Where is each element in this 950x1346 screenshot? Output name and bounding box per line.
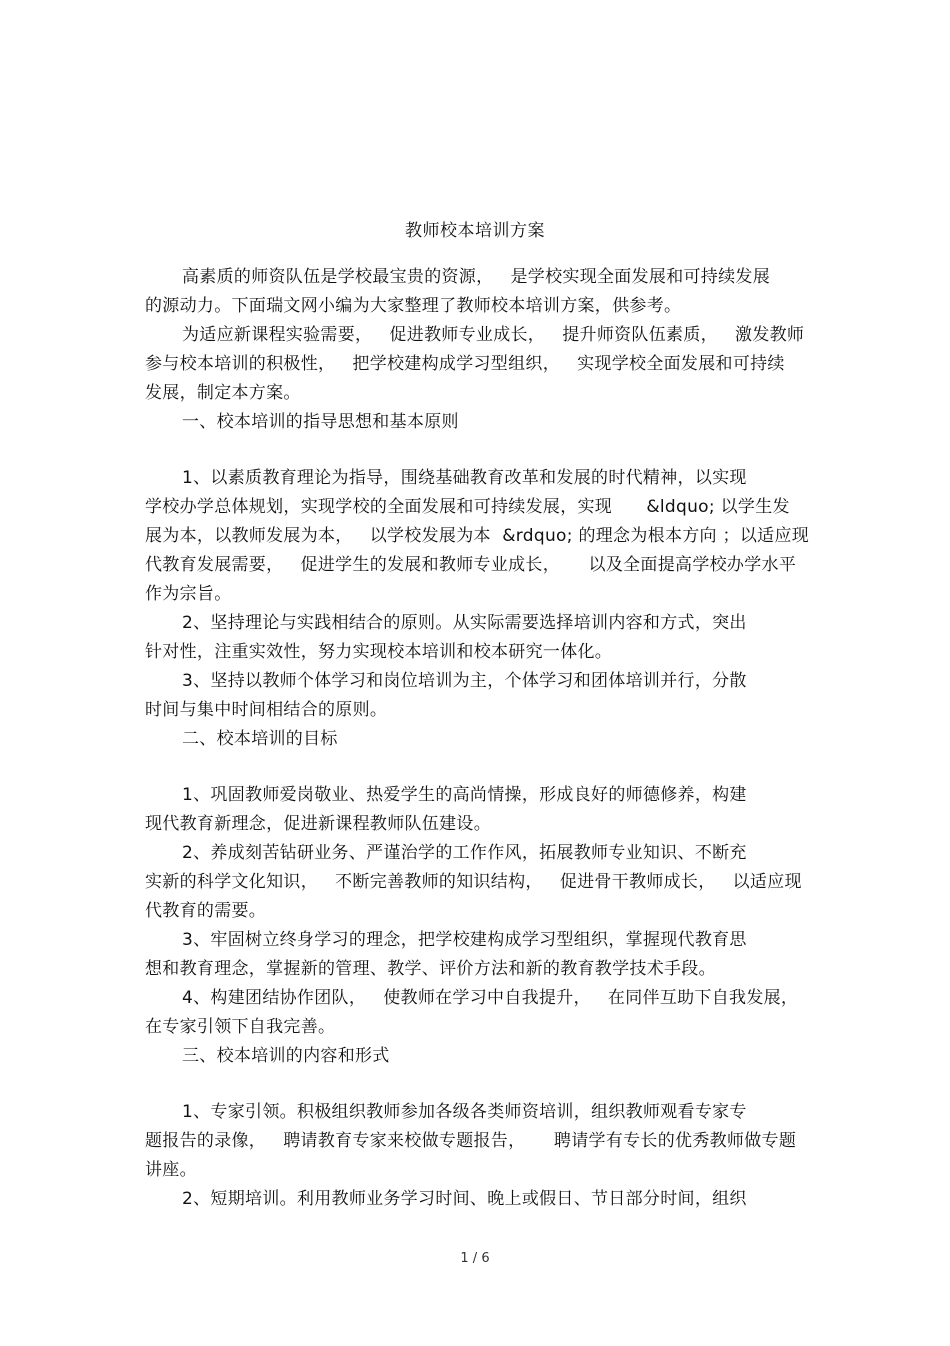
paragraph-line: 学校办学总体规划，实现学校的全面发展和可持续发展，实现 &ldquo; 以学生发 [145, 497, 790, 517]
paragraph-line: 2、坚持理论与实践相结合的原则。从实际需要选择培训内容和方式，突出 [182, 613, 747, 633]
paragraph-line: 2、短期培训。利用教师业务学习时间、晚上或假日、节日部分时间，组织 [182, 1189, 747, 1209]
section-heading: 一、校本培训的指导思想和基本原则 [182, 412, 459, 432]
paragraph-line: 3、坚持以教师个体学习和岗位培训为主，个体学习和团体培训并行，分散 [182, 671, 747, 691]
paragraph-line: 2、养成刻苦钻研业务、严谨治学的工作作风，拓展教师专业知识、不断充 [182, 843, 747, 863]
paragraph-line: 想和教育理念，掌握新的管理、教学、评价方法和新的教育教学技术手段。 [145, 959, 716, 979]
paragraph-line: 3、牢固树立终身学习的理念，把学校建构成学习型组织，掌握现代教育思 [182, 930, 747, 950]
section-heading: 三、校本培训的内容和形式 [182, 1046, 390, 1066]
paragraph-line: 参与校本培训的积极性， 把学校建构成学习型组织， 实现学校全面发展和可持续 [145, 354, 785, 374]
paragraph-line: 1、专家引领。积极组织教师参加各级各类师资培训，组织教师观看专家专 [182, 1102, 747, 1122]
paragraph-line: 代教育的需要。 [145, 901, 267, 921]
paragraph-line: 现代教育新理念，促进新课程教师队伍建设。 [145, 814, 491, 834]
paragraph-line: 时间与集中时间相结合的原则。 [145, 700, 388, 720]
section-heading: 二、校本培训的目标 [182, 729, 338, 749]
paragraph-line: 代教育发展需要， 促进学生的发展和教师专业成长， 以及全面提高学校办学水平 [145, 555, 797, 575]
paragraph-line: 的源动力。下面瑞文网小编为大家整理了教师校本培训方案，供参考。 [145, 296, 682, 316]
paragraph-line: 发展，制定本方案。 [145, 383, 301, 403]
paragraph-line: 实新的科学文化知识， 不断完善教师的知识结构， 促进骨干教师成长， 以适应现 [145, 872, 802, 892]
paragraph-line: 针对性，注重实效性，努力实现校本培训和校本研究一体化。 [145, 642, 613, 662]
paragraph-line: 1、巩固教师爱岗敬业、热爱学生的高尚情操，形成良好的师德修养，构建 [182, 785, 747, 805]
paragraph-line: 题报告的录像， 聘请教育专家来校做专题报告， 聘请学有专长的优秀教师做专题 [145, 1131, 797, 1151]
paragraph-line: 为适应新课程实验需要， 促进教师专业成长， 提升师资队伍素质， 激发教师 [182, 325, 805, 345]
paragraph-line: 在专家引领下自我完善。 [145, 1017, 336, 1037]
document-title: 教师校本培训方案 [405, 221, 545, 241]
page-number: 1 / 6 [460, 1251, 490, 1266]
paragraph-line: 讲座。 [145, 1160, 197, 1180]
paragraph-line: 高素质的师资队伍是学校最宝贵的资源， 是学校实现全面发展和可持续发展 [182, 267, 771, 287]
paragraph-line: 1、以素质教育理论为指导，围绕基础教育改革和发展的时代精神，以实现 [182, 468, 747, 488]
paragraph-line: 4、构建团结协作团队， 使教师在学习中自我提升， 在同伴互助下自我发展， [182, 988, 799, 1008]
paragraph-line: 作为宗旨。 [145, 584, 232, 604]
paragraph-line: 展为本，以教师发展为本， 以学校发展为本 &rdquo; 的理念为根本方向 ；以适应现 [145, 526, 810, 546]
